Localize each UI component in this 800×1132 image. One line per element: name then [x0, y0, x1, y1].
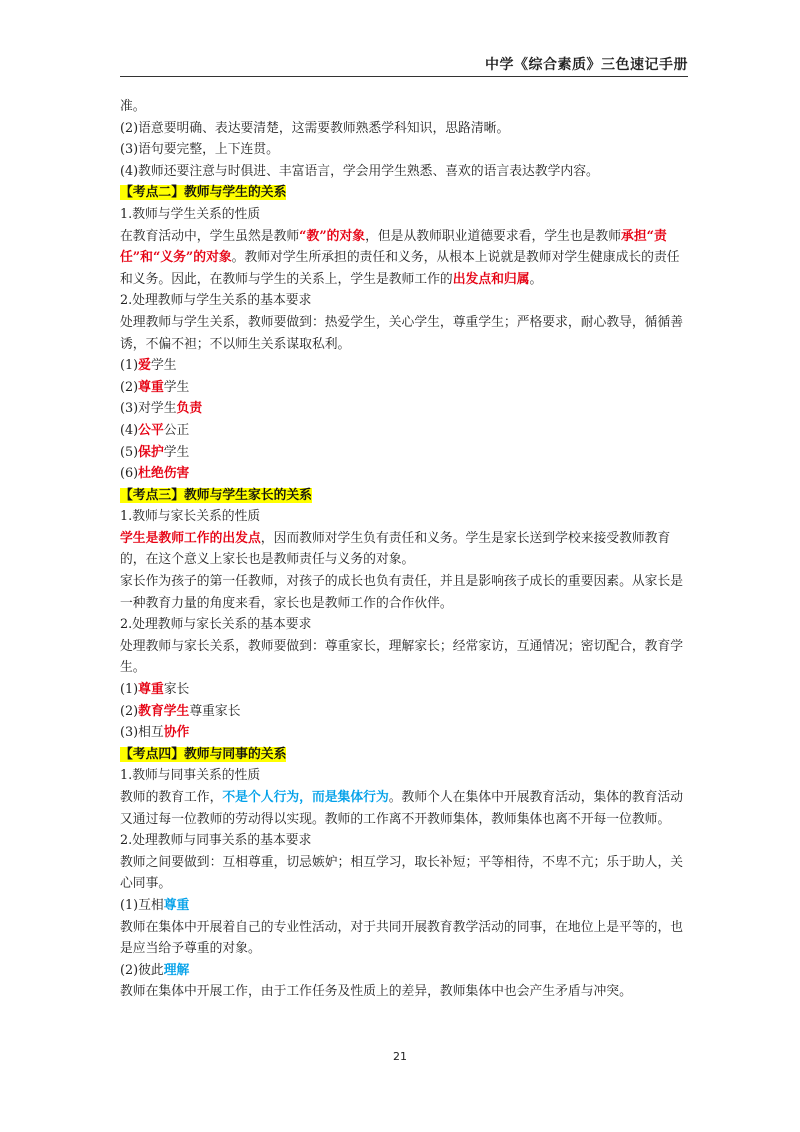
- text-run: 学生: [150, 358, 177, 374]
- paragraph: [120, 679, 686, 701]
- text-run: (5): [120, 444, 139, 460]
- paragraph: [120, 204, 686, 226]
- text-run: 学生: [163, 379, 190, 395]
- highlight-text: 公平: [138, 422, 164, 438]
- paragraph: [120, 917, 686, 960]
- text-run: 教师在集体中开展着自己的专业性活动，对于共同开展教育教学活动的同事，在地位上是平等的，也是应当给予尊重的对象。: [120, 919, 684, 957]
- text-run: 2.处理教师与学生关系的基本要求: [120, 293, 312, 309]
- text-run: 处理教师与学生关系，教师要做到：热爱学生，关心学生，尊重学生；严格要求，耐心教导，循循善诱，不偏不袒；不以师生关系谋取私利。: [120, 314, 684, 352]
- highlight-text: 协作: [163, 725, 190, 741]
- paragraph: [120, 506, 686, 528]
- text-run: (2): [120, 379, 139, 395]
- paragraph: [120, 463, 686, 485]
- highlight-text: 承担“责任”和“义务”的对象: [120, 228, 667, 266]
- text-run: (4): [120, 422, 139, 438]
- section-heading: 【考点二】教师与学生的关系: [120, 185, 287, 201]
- paragraph: [120, 312, 686, 355]
- paragraph: [120, 398, 686, 420]
- section-heading: 【考点四】教师与同事的关系: [120, 746, 287, 762]
- highlight-text: 负责: [176, 401, 203, 417]
- highlight-text: 学生是教师工作的出发点: [120, 530, 261, 546]
- paragraph: [120, 765, 686, 787]
- text-run: ，但是从教师职业道德要求看，学生也是教师: [365, 228, 622, 244]
- text-run: 。教师对学生所承担的责任和义务，从根本上说就是教师对学生健康成长的责任和义务。因此，在教师与学生的关系上，学生是教师工作的: [120, 250, 680, 287]
- paragraph: [120, 830, 686, 852]
- paragraph: [120, 442, 686, 464]
- highlight-text: 保护: [138, 444, 164, 460]
- text-run: (2): [120, 703, 139, 719]
- paragraph: [120, 355, 686, 377]
- text-run: 教师之间要做到：互相尊重，切忌嫉妒；相互学习，取长补短；平等相待，不卑不亢；乐于助人，关心同事。: [120, 854, 684, 892]
- text-run: (1): [120, 358, 139, 374]
- text-run: 1.教师与同事关系的性质: [120, 768, 261, 784]
- text-run: 家长作为孩子的第一任教师，对孩子的成长也负有责任，并且是影响孩子成长的重要因素。从家长是一种教育力量的角度来看，家长也是教师工作的合作伙伴。: [120, 574, 684, 611]
- text-run: 在教育活动中，学生虽然是教师: [120, 228, 300, 244]
- highlight-text: 不是个人行为，而是集体行为: [222, 790, 389, 805]
- paragraph: [120, 420, 686, 442]
- text-run: 家长: [163, 682, 190, 698]
- text-run: 尊重家长: [189, 703, 241, 719]
- text-run: (3)语句要完整，上下连贯。: [120, 142, 279, 158]
- highlight-text: “教”的对象: [299, 228, 366, 244]
- paragraph: [120, 96, 686, 118]
- text-run: (2)彼此: [120, 962, 164, 978]
- paragraph: [120, 960, 686, 982]
- paragraph: [120, 528, 686, 571]
- header-divider: [120, 76, 688, 77]
- text-run: 公正: [163, 422, 190, 438]
- highlight-text: 教育学生: [138, 703, 190, 719]
- running-header: 中学《综合素质》三色速记手册: [485, 57, 688, 73]
- text-run: (4)教师还要注意与时俱进、丰富语言，学会用学生熟悉、喜欢的语言表达教学内容。: [120, 163, 599, 179]
- text-run: 处理教师与家长关系，教师要做到：尊重家长，理解家长；经常家访，互通情况；密切配合，教育学生。: [120, 638, 684, 676]
- paragraph: [120, 895, 686, 917]
- text-run: (1): [120, 682, 139, 698]
- page-number: 21: [393, 1050, 407, 1063]
- paragraph: [120, 744, 686, 766]
- highlight-text: 杜绝伤害: [138, 466, 190, 482]
- paragraph: [120, 226, 686, 291]
- paragraph: [120, 981, 686, 1003]
- text-run: 教师在集体中开展工作，由于工作任务及性质上的差异，教师集体中也会产生矛盾与冲突。: [120, 984, 632, 1000]
- paragraph: [120, 636, 686, 679]
- text-run: 教师的教育工作，: [120, 790, 223, 805]
- text-run: 2.处理教师与家长关系的基本要求: [120, 617, 312, 633]
- paragraph: [120, 701, 686, 723]
- text-run: (6): [120, 466, 139, 482]
- paragraph: [120, 290, 686, 312]
- text-run: (3)对学生: [120, 401, 177, 417]
- highlight-text: 出发点和归属: [452, 271, 530, 287]
- text-run: (2)语意要明确、表达要清楚，这需要教师熟悉学科知识，思路清晰。: [120, 120, 510, 136]
- highlight-text: 尊重: [163, 897, 190, 913]
- highlight-text: 尊重: [138, 682, 164, 698]
- text-run: 学生: [163, 444, 190, 460]
- paragraph: [120, 118, 686, 140]
- paragraph: [120, 161, 686, 183]
- text-run: 2.处理教师与同事关系的基本要求: [120, 833, 312, 849]
- paragraph: [120, 787, 686, 830]
- paragraph: [120, 139, 686, 161]
- text-run: 1.教师与家长关系的性质: [120, 509, 261, 525]
- highlight-text: 尊重: [138, 379, 164, 395]
- text-run: (3)相互: [120, 725, 164, 741]
- paragraph: [120, 485, 686, 507]
- paragraph: [120, 377, 686, 399]
- paragraph: [120, 852, 686, 895]
- paragraph: [120, 182, 686, 204]
- paragraph: [120, 722, 686, 744]
- text-run: (1)互相: [120, 897, 164, 913]
- paragraph: [120, 614, 686, 636]
- paragraph: [120, 571, 686, 614]
- body-text: [120, 96, 686, 1003]
- highlight-text: 爱: [138, 358, 151, 374]
- text-run: ，因而教师对学生负有责任和义务。学生是家长送到学校来接受教师教育的，在这个意义上家长也是教师责任与义务的对象。: [120, 530, 671, 568]
- highlight-text: 理解: [163, 962, 190, 978]
- text-run: 。: [529, 271, 543, 287]
- text-run: 准。: [120, 99, 146, 114]
- section-heading: 【考点三】教师与学生家长的关系: [120, 487, 312, 503]
- text-run: 。教师个人在集体中开展教育活动，集体的教育活动又通过每一位教师的劳动得以实现。教师的工作离不开教师集体，教师集体也离不开每一位教师。: [120, 790, 684, 827]
- text-run: 1.教师与学生关系的性质: [120, 206, 261, 222]
